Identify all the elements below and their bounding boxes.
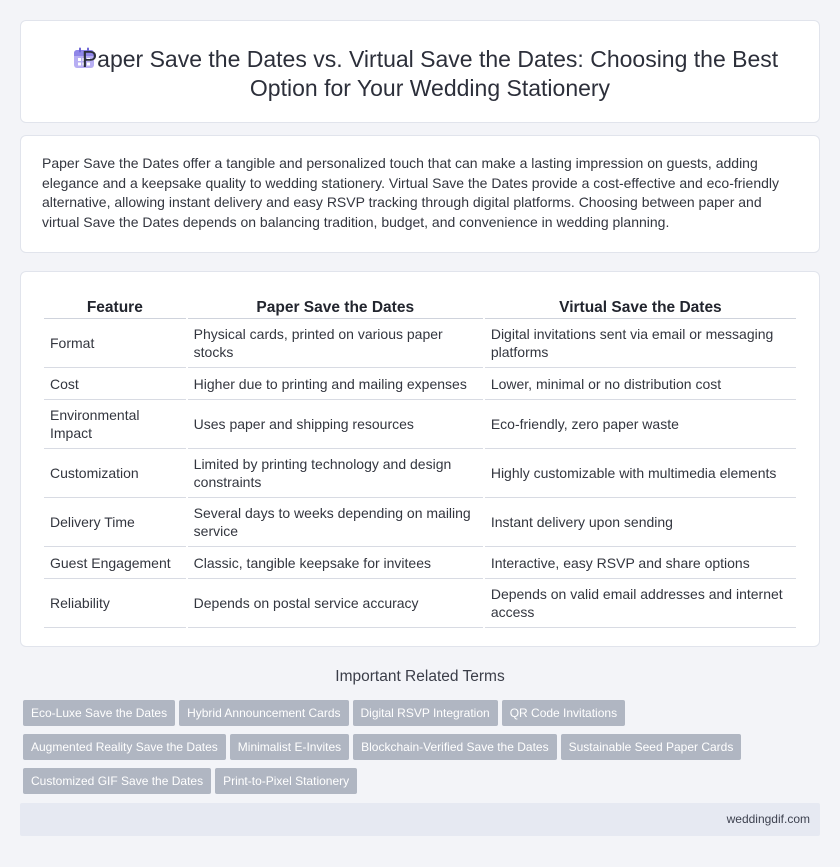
comparison-card — [20, 271, 820, 647]
related-term-tag[interactable]: Digital RSVP Integration — [353, 700, 498, 726]
feature-cell: Format — [44, 319, 186, 368]
related-term-tag[interactable]: Hybrid Announcement Cards — [179, 700, 348, 726]
table-row — [44, 579, 796, 628]
feature-cell: Customization — [44, 449, 186, 498]
virtual-cell: Digital invitations sent via email or messaging platforms — [485, 319, 796, 368]
feature-cell: Delivery Time — [44, 498, 186, 547]
footer-site-link[interactable]: weddingdif.com — [726, 812, 810, 826]
intro-card — [20, 135, 820, 253]
related-term-tag[interactable]: Sustainable Seed Paper Cards — [561, 734, 742, 760]
table-row — [44, 368, 796, 400]
table-row — [44, 498, 796, 547]
related-term-tag[interactable]: Eco-Luxe Save the Dates — [23, 700, 175, 726]
virtual-cell: Instant delivery upon sending — [485, 498, 796, 547]
feature-cell: Reliability — [44, 579, 186, 628]
virtual-cell: Depends on valid email addresses and internet access — [485, 579, 796, 628]
comparison-table — [42, 295, 798, 628]
related-term-tag[interactable]: QR Code Invitations — [502, 700, 625, 726]
related-term-tag[interactable]: Customized GIF Save the Dates — [23, 768, 211, 794]
table-row — [44, 449, 796, 498]
feature-cell: Guest Engagement — [44, 547, 186, 579]
table-header-row — [44, 295, 796, 319]
header-paper: Paper Save the Dates — [188, 295, 483, 319]
feature-cell: Cost — [44, 368, 186, 400]
related-term-tag[interactable]: Blockchain-Verified Save the Dates — [353, 734, 556, 760]
footer — [20, 803, 820, 836]
paper-cell: Higher due to printing and mailing expenses — [188, 368, 483, 400]
table-row — [44, 547, 796, 579]
related-terms-heading: Important Related Terms — [335, 668, 505, 685]
table-row — [44, 400, 796, 449]
paper-cell: Physical cards, printed on various paper stocks — [188, 319, 483, 368]
header-virtual: Virtual Save the Dates — [485, 295, 796, 319]
paper-cell: Several days to weeks depending on mailing service — [188, 498, 483, 547]
paper-cell: Classic, tangible keepsake for invitees — [188, 547, 483, 579]
page-title: Paper Save the Dates vs. Virtual Save the Dates: Choosing the Best Option for Your Wedding Stationery — [81, 46, 779, 101]
intro-paragraph: Paper Save the Dates offer a tangible and personalized touch that can make a lasting impression on guests, adding elegance and a keepsake quality to wedding stationery. Virtual Save the Dates provide a cost-effective and eco-friendly alternative, allowing instant delivery and easy RSVP tracking through digital platforms. Choosing between paper and virtual Save the Dates depends on balancing tradition, budget, and convenience in wedding planning. — [42, 155, 780, 230]
paper-cell: Depends on postal service accuracy — [188, 579, 483, 628]
virtual-cell: Interactive, easy RSVP and share options — [485, 547, 796, 579]
table-row — [44, 319, 796, 368]
related-term-tag[interactable]: Augmented Reality Save the Dates — [23, 734, 226, 760]
virtual-cell: Highly customizable with multimedia elements — [485, 449, 796, 498]
virtual-cell: Eco-friendly, zero paper waste — [485, 400, 796, 449]
virtual-cell: Lower, minimal or no distribution cost — [485, 368, 796, 400]
header-feature: Feature — [44, 295, 186, 319]
related-term-tag[interactable]: Minimalist E-Invites — [230, 734, 349, 760]
title-card — [20, 20, 820, 123]
related-terms-list — [23, 700, 783, 802]
paper-cell: Limited by printing technology and design constraints — [188, 449, 483, 498]
related-term-tag[interactable]: Print-to-Pixel Stationery — [215, 768, 357, 794]
paper-cell: Uses paper and shipping resources — [188, 400, 483, 449]
feature-cell: Environmental Impact — [44, 400, 186, 449]
